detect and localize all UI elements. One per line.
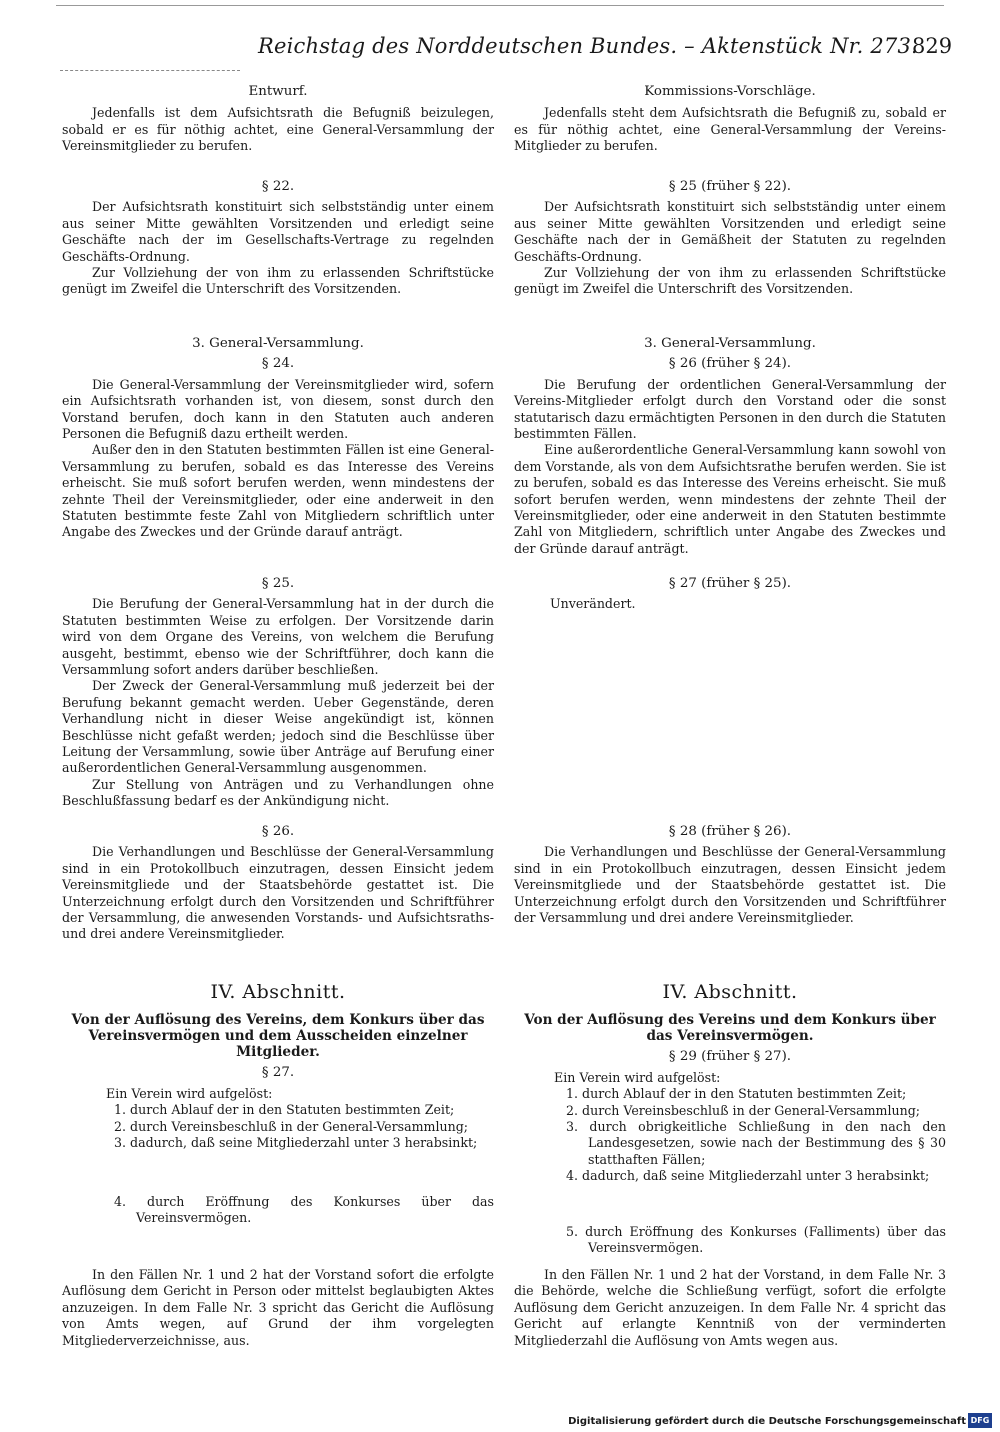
left-section-22 — [62, 179, 494, 298]
left-paragraph: Der Aufsichtsrath konstituirt sich selbstständig unter einem aus seiner Mitte gewählten Vorsitzenden und erledigt seine Geschäfte nach der im Gesellschafts-Vertrage zu regelnden Geschäfts-Ordnung. — [62, 199, 494, 264]
left-paragraph: In den Fällen Nr. 1 und 2 hat der Vorstand sofort die erfolgte Auflösung dem Gericht in Person oder mittelst beglaubigten Aktes anzuzeigen. In dem Falle Nr. 3 spricht das Gericht die Auflösung von Amts wegen, auf Grund der ihm vorgelegten Mitgliederverzeichnisse, aus. — [62, 1267, 494, 1348]
right-paragraph: In den Fällen Nr. 1 und 2 hat der Vorstand, in dem Falle Nr. 3 die Behörde, welche die Schließung verfügt, sofort die erfolgte Auflösung dem Gericht anzuzeigen. In dem Falle Nr. 4 spricht das Gericht auf erlangte Kenntniß von der verminderten Mitgliederzahl die Auflösung von Amts wegen aus. — [514, 1267, 946, 1348]
left-chapter-iv — [62, 981, 494, 1151]
left-item-4-block — [62, 1194, 494, 1227]
right-paragraph: Eine außerordentliche General-Versammlung kann sowohl von dem Vorstande, als von dem Aufsichtsrathe berufen werden. Sie ist zu berufen, sobald es das Interesse des Vereins erheischt. Sie muß sofort berufen werden, wenn mindestens der zehnte Theil der Vereinsmitglieder, oder eine anderweit in den Statuten bestimmte Zahl von Mitgliedern, schriftlich unter Angabe des Zweckes und der Gründe darauf anträgt. — [514, 442, 946, 556]
section-heading: § 27. — [261, 1065, 295, 1081]
right-paragraph: Die Berufung der ordentlichen General-Versammlung der Vereins-Mitglieder erfolgt durch den Vorstand oder die sonst statutarisch dazu ermächtigten Personen in den durch die Statuten bestimmten Fällen. — [514, 376, 946, 442]
list-item: 1. durch Ablauf der in den Statuten bestimmten Zeit; — [566, 1086, 907, 1102]
left-paragraph: Außer den in den Statuten bestimmten Fällen ist eine General-Versammlung zu berufen, sobald es das Interesse des Vereins erheischt. Sie muß sofort berufen werden, wenn mindestens der zehnte Theil der Vereinsmitglieder, oder eine anderweit in den Statuten bestimmte feste Zahl von Mitgliedern schriftlich unter Angabe des Zweckes und der Gründe darauf anträgt. — [62, 442, 494, 540]
right-paragraph: Die Verhandlungen und Beschlüsse der General-Versammlung sind in ein Protokollbuch einzutragen, dessen Einsicht jedem Vereinsmitgliede und der Staatsbehörde gestattet ist. Die Unterzeichnung erfolgt durch den Vorsitzenden und Schriftführer der Versammlung und drei andere Vereinsmitglieder. — [514, 844, 946, 926]
list-item: 4. dadurch, daß seine Mitgliederzahl unter 3 herabsinkt; — [566, 1168, 930, 1184]
right-paragraph: Der Aufsichtsrath konstituirt sich selbstständig unter einem aus seiner Mitte gewählten Vorsitzenden und erledigt seine Geschäfte nach der in Gemäßheit der Statuten zu regelnden Geschäfts-Ordnung. — [514, 199, 946, 264]
list-item: 3. dadurch, daß seine Mitgliederzahl unter 3 herabsinkt; — [114, 1135, 478, 1151]
section-heading: § 29 (früher § 27). — [668, 1049, 792, 1065]
right-paragraph: Jedenfalls steht dem Aufsichtsrath die Befugniß zu, sobald er es für nöthig achtet, eine General-Versammlung der Vereins-Mitglieder zu berufen. — [514, 105, 946, 154]
list-item: 1. durch Ablauf der in den Statuten bestimmten Zeit; — [114, 1102, 455, 1118]
left-section-25 — [62, 576, 494, 810]
left-column-title: Entwurf. — [248, 84, 308, 99]
section-heading: § 28 (früher § 26). — [668, 824, 792, 839]
dissolution-list-continued — [514, 1224, 946, 1257]
page-header — [0, 34, 1000, 68]
page-number: 829 — [912, 34, 953, 58]
right-chapter-iv — [514, 981, 946, 1185]
top-rule — [56, 5, 944, 6]
section-heading: § 26. — [261, 824, 295, 839]
right-closing-paragraph — [514, 1267, 946, 1349]
section-heading: § 24. — [261, 356, 295, 372]
column-divider — [500, 84, 501, 1364]
section-heading: § 25 (früher § 22). — [668, 179, 792, 194]
section-heading: § 26 (früher § 24). — [668, 356, 792, 372]
right-item-5-block — [514, 1224, 946, 1257]
section-heading: § 25. — [261, 576, 295, 591]
list-item: 3. durch obrigkeitliche Schließung in den nach den Landesgesetzen, sowie nach der Bestimmung des § 30 statthaften Fällen; — [566, 1119, 946, 1167]
left-closing-paragraph — [62, 1267, 494, 1349]
left-paragraph: Zur Stellung von Anträgen und zu Verhandlungen ohne Beschlußfassung bedarf es der Ankündigung nicht. — [62, 776, 494, 809]
digitization-credit: Digitalisierung gefördert durch die Deutsche Forschungsgemeinschaft — [568, 1416, 966, 1427]
subsection-title: 3. General-Versammlung. — [644, 336, 816, 351]
left-section-24 — [62, 336, 494, 541]
right-block-intro — [514, 84, 946, 155]
subsection-title: 3. General-Versammlung. — [192, 336, 364, 351]
right-paragraph: Zur Vollziehung der von ihm zu erlassenden Schriftstücke genügt im Zweifel die Unterschrift des Vorsitzenden. — [514, 265, 946, 297]
dissolution-list-continued — [62, 1194, 494, 1227]
section-heading: § 27 (früher § 25). — [668, 576, 792, 591]
chapter-subtitle: Von der Auflösung des Vereins, dem Konkurs über das Vereinsvermögen und dem Ausscheiden einzelner Mitglieder. — [71, 1012, 485, 1061]
left-paragraph: Die Berufung der General-Versammlung hat in der durch die Statuten bestimmten Weise zu erfolgen. Der Vorsitzende darin wird von dem Organe des Vereins, von welchem die Berufung ausgeht, bestimmt, ebenso wie der Schriftführer, doch kann die Versammlung sofort anders darüber beschließen. — [62, 596, 494, 678]
dissolution-list — [62, 1102, 494, 1151]
running-title: Reichstag des Norddeutschen Bundes. – Aktenstück Nr. 273. — [258, 34, 918, 58]
list-item: 4. durch Eröffnung des Konkurses über das Vereinsvermögen. — [114, 1194, 494, 1226]
right-section-26 — [514, 336, 946, 557]
left-paragraph: Zur Vollziehung der von ihm zu erlassenden Schriftstücke genügt im Zweifel die Unterschrift des Vorsitzenden. — [62, 265, 494, 297]
left-paragraph: Der Zweck der General-Versammlung muß jederzeit bei der Berufung bekannt gemacht werden. Ueber Gegenstände, deren Verhandlung nicht in dieser Weise angekündigt ist, können Beschlüsse nicht gefaßt werden; jedoch sind die Beschlüsse über Leitung der Versammlung, sowie über Anträge auf Berufung einer außerordentlichen General-Versammlung ausgenommen. — [62, 678, 494, 776]
right-paragraph: Unverändert. — [550, 596, 636, 612]
left-paragraph: Jedenfalls ist dem Aufsichtsrath die Befugniß beizulegen, sobald er es für nöthig achtet, eine General-Versammlung der Vereinsmitglieder zu berufen. — [62, 105, 494, 154]
list-item: 2. durch Vereinsbeschluß in der General-Versammlung; — [566, 1102, 921, 1118]
chapter-heading: IV. Abschnitt. — [662, 981, 798, 1003]
list-intro: Ein Verein wird aufgelöst: — [106, 1085, 273, 1101]
section-heading: § 22. — [261, 179, 295, 194]
chapter-subtitle: Von der Auflösung des Vereins und dem Konkurs über das Vereinsvermögen. — [524, 1012, 936, 1045]
right-section-25 — [514, 179, 946, 298]
list-item: 2. durch Vereinsbeschluß in der General-Versammlung; — [114, 1118, 469, 1134]
right-section-27 — [514, 576, 946, 613]
left-block-intro — [62, 84, 494, 155]
header-rule — [60, 70, 240, 71]
right-column-title: Kommissions-Vorschläge. — [644, 84, 816, 99]
right-section-28 — [514, 824, 946, 926]
chapter-heading: IV. Abschnitt. — [210, 981, 346, 1003]
list-item: 5. durch Eröffnung des Konkurses (Falliments) über das Vereinsvermögen. — [566, 1224, 946, 1256]
dfg-logo-icon: DFG — [968, 1413, 992, 1428]
left-section-26 — [62, 824, 494, 943]
list-intro: Ein Verein wird aufgelöst: — [554, 1069, 721, 1085]
dissolution-list — [514, 1086, 946, 1184]
left-paragraph: Die General-Versammlung der Vereinsmitglieder wird, sofern ein Aufsichtsrath vorhanden ist, von diesem, sonst durch den Vorstand berufen, doch kann in den Statuten auch anderen Personen die Befugniß dazu ertheilt werden. — [62, 376, 494, 442]
left-paragraph: Die Verhandlungen und Beschlüsse der General-Versammlung sind in ein Protokollbuch einzutragen, dessen Einsicht jedem Vereinsmitgliede und der Staatsbehörde gestattet ist. Die Unterzeichnung erfolgt durch den Vorsitzenden und Schriftführer der Versammlung, die anwesenden Vorstands- und Aufsichtsraths- und drei andere Vereinsmitglieder. — [62, 844, 494, 942]
